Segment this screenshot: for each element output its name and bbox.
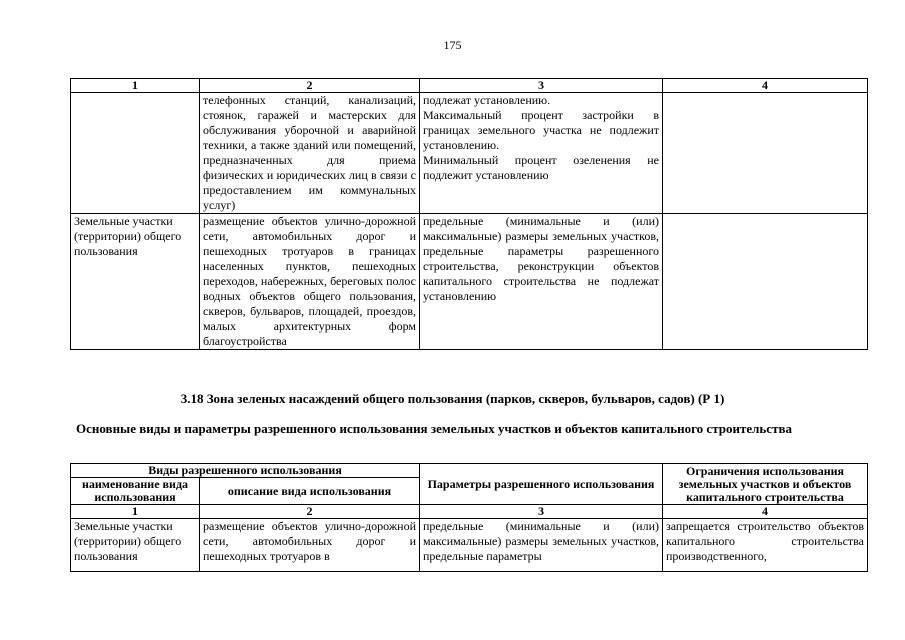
cell-text: Земельные участки (территории) общего пользования (74, 519, 182, 563)
parameter-line: подлежат установлению. (423, 93, 551, 107)
parameter-line: Максимальный процент застройки в границах земельного участка не подлежит установлению. (423, 108, 659, 152)
cell-text: размещение объектов улично-дорожной сети, автомобильных дорог и пешеходных тротуаров в (203, 519, 416, 563)
section-heading: 3.18 Зона зеленых насаждений общего пользования (парков, скверов, бульваров, садов) (Р 1) (180, 391, 725, 406)
header-group-cell: Виды разрешенного использования (71, 464, 420, 478)
cell-text: запрещается строительство объектов капитального строительства производственного, (666, 519, 864, 563)
cell-text: предельные (минимальные и (или) максимальные) размеры земельных участков, предельные параметры (423, 519, 659, 563)
header-restrictions: Ограничения использования земельных участков и объектов капитального строительства (663, 464, 868, 505)
col-number-4: 4 (663, 505, 868, 519)
table-row (71, 214, 868, 350)
cell-use-name (71, 93, 200, 214)
cell-use-description: телефонных станций, канализаций, стоянок, гаражей и мастерских для обслуживания уборочной и аварийной техники, а также зданий или помещений, предназначенных для приема физических и юридических лиц в связи с предоставлением им коммунальных услуг) (200, 93, 420, 214)
column-number-row (71, 79, 868, 93)
cell-restrictions (663, 93, 868, 214)
cell-restrictions (663, 214, 868, 350)
col-number-4: 4 (663, 79, 868, 93)
cell-parameters (420, 519, 663, 572)
header-use-description: описание вида использования (200, 478, 420, 505)
col-number-1: 1 (71, 79, 200, 93)
header-parameters: Параметры разрешенного использования (420, 464, 663, 505)
cell-use-description: размещение объектов улично-дорожной сети, автомобильных дорог и пешеходных тротуаров в границах населенных пунктов, пешеходных переходов, набережных, береговых полос водных объектов общего пользования, скверов, бульваров, площадей, проездов, малых архитектурных форм благоустройства (200, 214, 420, 350)
cell-use-name: Земельные участки (территории) общего пользования (71, 214, 200, 350)
parameter-line: Минимальный процент озеленения не подлежит установлению (423, 153, 659, 182)
col-number-3: 3 (420, 79, 663, 93)
col-number-1: 1 (71, 505, 200, 519)
subheading: Основные виды и параметры разрешенного использования земельных участков и объектов капитального строительства (76, 421, 792, 436)
col-number-2: 2 (200, 505, 420, 519)
table-row (71, 93, 868, 214)
col-number-2: 2 (200, 79, 420, 93)
cell-restrictions (663, 519, 868, 572)
permitted-use-table (70, 463, 868, 572)
header-use-name: наименование вида использования (71, 478, 200, 505)
cell-parameters (420, 93, 663, 214)
cell-parameters: предельные (минимальные и (или) максимальные) размеры земельных участков, предельные параметры разрешенного строительства, реконструкции объектов капитального строительства не подлежат установлению (420, 214, 663, 350)
cell-use-name (71, 519, 200, 572)
continued-table (70, 78, 868, 350)
cell-use-description (200, 519, 420, 572)
header-row (71, 464, 868, 478)
column-number-row (71, 505, 868, 519)
col-number-3: 3 (420, 505, 663, 519)
table-row (71, 519, 868, 572)
page-number: 175 (443, 38, 462, 52)
